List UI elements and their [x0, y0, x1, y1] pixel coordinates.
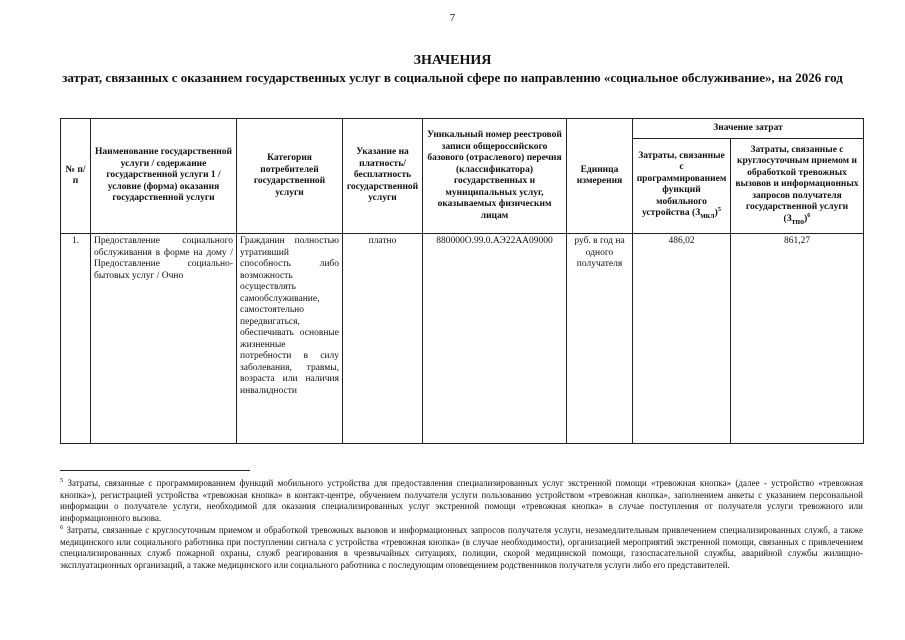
cell-payment: платно — [343, 234, 423, 444]
header-cost-roundclock-subscript: тпо — [791, 216, 805, 226]
cell-service-name: Предоставление социального обслуживания в форме на дому / Предоставление социально-бытовых услуг / Очно — [91, 234, 237, 444]
footnote-6 — [60, 525, 863, 571]
document-title — [60, 52, 845, 86]
footnote-6-text: Затраты, связанные с круглосуточным приемом и обработкой тревожных вызовов и информационных запросов получателя услуги, незамедлительным привлечением специализированных служб, а также медицинского или социального работника при поступлении сигнала с устройства «тревожная кнопка» (в случае необходимости), организацией мероприятий экстренной помощи, связанных с привлечением специализированных служб пожарной охраны, служб реагирования в чрезвычайных ситуациях, полиции, скорой медицинской помощи, газоспасательной службы, аварийной службы жилищно-эксплуатационных организаций, а также медицинского или социального работника с последующим оповещением родственников получателя услуги либо его представителей. — [60, 525, 864, 570]
footnote-6-marker: 6 — [60, 524, 64, 531]
header-row-1 — [61, 119, 864, 139]
footnote-divider — [60, 470, 250, 471]
cell-category: Гражданин полностью утративший способность либо возможность осуществлять самообслуживание, самостоятельно передвигаться, обеспечивать основные жизненные потребности в силу заболевания, травмы, возраста или наличия инвалидности — [237, 234, 343, 444]
header-cost-mobile-subscript: мкл — [700, 210, 715, 220]
header-cost-roundclock-text: Затраты, связанные с круглосуточным приемом и обработкой тревожных вызовов и информационных запросов получателя государственной услуги (З — [735, 144, 859, 224]
title-subtitle: затрат, связанных с оказанием государственных услуг в социальной сфере по направлению «социальное обслуживание», на 2026 год — [62, 70, 843, 85]
cell-unit: руб. в год на одного получателя — [567, 234, 633, 444]
footnotes — [60, 478, 863, 572]
header-payment: Указание на платность/ бесплатность государственной услуги — [343, 119, 423, 234]
footnote-5 — [60, 478, 863, 524]
header-num: № п/п — [61, 119, 91, 234]
cell-num: 1. — [61, 234, 91, 444]
costs-table — [60, 118, 864, 444]
header-cost-mobile-text: Затраты, связанные с программированием функций мобильного устройства (З — [636, 150, 727, 219]
header-cost-mobile: Затраты, связанные с программированием функций мобильного устройства $(З_{мкл})^5$ — [633, 139, 731, 234]
footnote-ref-6: 6 — [807, 211, 811, 219]
cell-cost-mobile: 486,02 — [633, 234, 731, 444]
header-cost-group: Значение затрат — [633, 119, 864, 139]
header-unit: Единица измерения — [567, 119, 633, 234]
table-row — [61, 234, 864, 444]
header-cost-roundclock: Затраты, связанные с круглосуточным приемом и обработкой тревожных вызовов и информационных запросов получателя государственной услуги $(З_{тпо})^6$ — [731, 139, 864, 234]
header-category: Категория потребителей государственной услуги — [237, 119, 343, 234]
title-heading: ЗНАЧЕНИЯ — [413, 53, 492, 68]
cell-cost-roundclock: 861,27 — [731, 234, 864, 444]
footnote-5-text: Затраты, связанные с программированием функций мобильного устройства для предоставления специализированных услуг экстренной помощи «тревожная кнопка» (далее - устройство «тревожная кнопка»), регистрацией устройства «тревожная кнопка» в контакт-центре, обучением получателя услуги пользованию устройством «тревожная кнопка», заполнением анкеты с указанием персональной информации о получателе услуги, необходимой для оказания специализированных услуг экстренной помощи «тревожная кнопка» в случае поступления от получателя услуги тревожного или информационного вызова. — [60, 478, 864, 523]
header-registry-number: Уникальный номер реестровой записи общероссийского базового (отраслевого) перечня (классификатора) государственных и муниципальных услуг, оказываемых физическим лицам — [423, 119, 567, 234]
cell-registry-number: 880000О.99.0.АЭ22АА09000 — [423, 234, 567, 444]
header-service-name: Наименование государственной услуги / содержание государственной услуги 1 / условие (форма) оказания государственной услуги — [91, 119, 237, 234]
footnote-5-marker: 5 — [60, 477, 64, 484]
footnote-ref-5: 5 — [717, 205, 722, 213]
page-number: 7 — [449, 12, 456, 24]
